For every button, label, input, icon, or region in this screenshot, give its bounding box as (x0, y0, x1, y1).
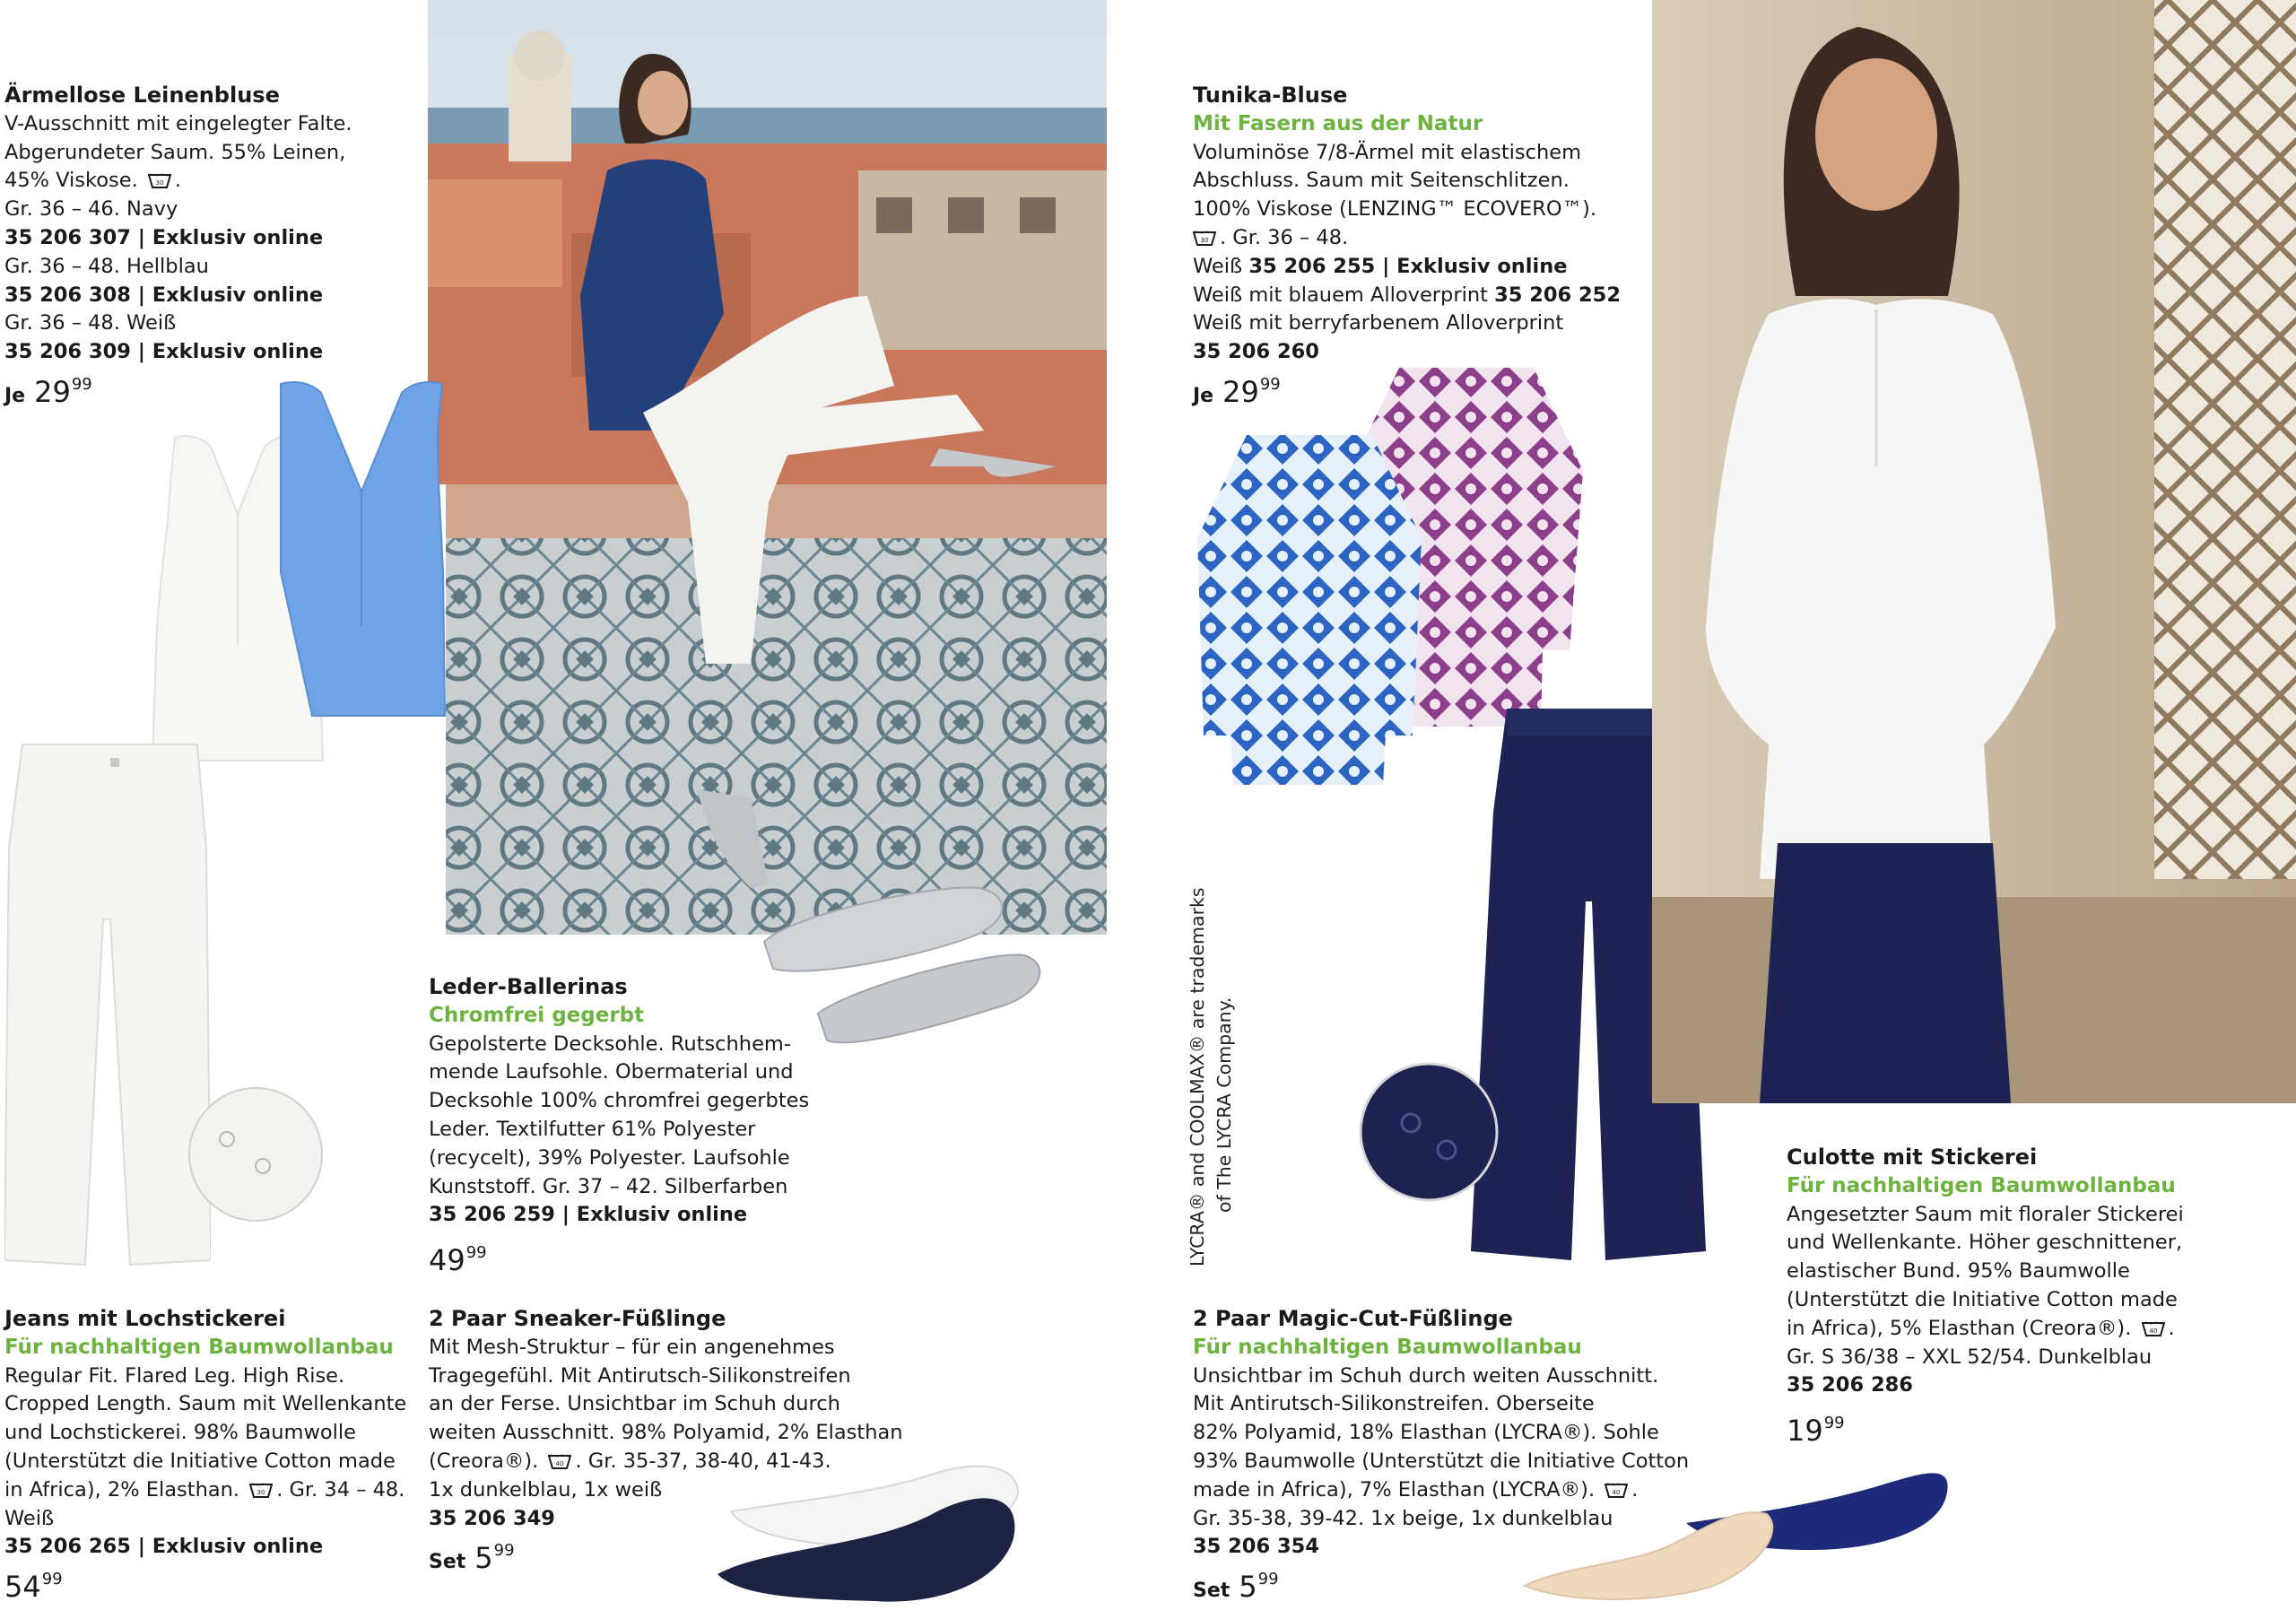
variant-color: Weiß (1193, 254, 1243, 278)
description-line: und Lochstickerei. 98% Baumwolle (4, 1421, 356, 1445)
price (1193, 370, 1621, 411)
variant-size: Gr. 36 – 46. Navy (4, 197, 178, 222)
description-line: Decksohle 100% chromfrei gegerbtes (429, 1089, 810, 1113)
size-text: Gr. 35-37, 38-40, 41-43. (587, 1449, 831, 1473)
material-text: 45% Viskose. (4, 169, 138, 193)
material-line: (Creora®). 40 . Gr. 35-37, 38-40, 41-43. (429, 1449, 831, 1473)
price-prefix: Set (429, 1551, 466, 1574)
color-text: Weiß (4, 1506, 55, 1530)
price-cents: 99 (1259, 374, 1281, 394)
size-text: Gr. 35-38, 39-42. 1x beige, 1x dunkelblau (1193, 1506, 1613, 1530)
price-main: 29 (1222, 374, 1259, 409)
blouse-lightblue-image (276, 375, 447, 720)
lisbon-model-photo (428, 0, 1107, 935)
material-line (1193, 1476, 1689, 1505)
wash-40-icon (548, 1453, 571, 1469)
color-text: 1x dunkelblau, 1x weiß (429, 1477, 663, 1501)
svg-text:40: 40 (556, 1459, 564, 1467)
product-jeans (4, 1305, 406, 1606)
price (1193, 1565, 1689, 1606)
price-cents: 99 (1823, 1414, 1845, 1433)
material-text: (Creora®). (429, 1449, 539, 1473)
variant-sku: 35 206 260 (1193, 340, 1319, 364)
svg-text:30: 30 (257, 1488, 265, 1496)
price (429, 1239, 809, 1279)
product-culotte (1787, 1144, 2184, 1449)
wash-30-icon (148, 172, 171, 188)
svg-text:30: 30 (1200, 236, 1209, 244)
description-line: Kunststoff. Gr. 37 – 42. Silberfarben (429, 1174, 788, 1198)
description-line: (recycelt), 39% Polyester. Laufsohle (429, 1145, 790, 1170)
description-line: an der Ferse. Unsichtbar im Schuh durch (429, 1392, 840, 1416)
material-line: 45% Viskose. 30 . (4, 169, 182, 193)
product-title: Jeans mit Lochstickerei (4, 1306, 286, 1331)
price-main: 5 (1239, 1570, 1257, 1605)
product-title: 2 Paar Sneaker-Füßlinge (429, 1306, 726, 1331)
svg-text:30: 30 (155, 179, 164, 187)
product-sku: 35 206 286 (1787, 1373, 1913, 1397)
description-line: 82% Polyamid, 18% Elasthan (LYCRA®). Sohle (1193, 1421, 1659, 1445)
wash-30-icon (1193, 230, 1216, 246)
product-title: Tunika-Bluse (1193, 83, 1348, 108)
material-line (1787, 1315, 2184, 1344)
product-subtitle: Für nachhaltigen Baumwollanbau (1193, 1335, 1582, 1359)
price-main: 19 (1787, 1414, 1823, 1449)
description-line: 100% Viskose (LENZING™ ECOVERO™). (1193, 197, 1597, 222)
product-sneaker-socks (429, 1305, 903, 1577)
price-main: 5 (474, 1541, 493, 1576)
variant-line (1193, 253, 1621, 282)
variant-sku: 35 206 307 | Exklusiv online (4, 225, 324, 249)
trademark-line: of The LYCRA Company. (1213, 997, 1235, 1213)
product-subtitle: Für nachhaltigen Baumwollanbau (1787, 1173, 2176, 1197)
price-prefix: Je (1193, 384, 1214, 407)
description-line: Tragegefühl. Mit Antirutsch-Silikonstreifen (429, 1363, 851, 1388)
svg-text:40: 40 (2149, 1327, 2157, 1335)
product-leinenbluse (4, 82, 352, 411)
description-line: Mit Mesh-Struktur – für ein angenehmes (429, 1335, 835, 1359)
product-title: Ärmellose Leinenbluse (4, 83, 280, 108)
culotte-detail-circle (1357, 1060, 1500, 1204)
description-line: (Unterstützt die Initiative Cotton made (1787, 1287, 2178, 1311)
product-tunika (1193, 82, 1621, 411)
variant-sku: 35 206 252 (1494, 283, 1621, 307)
material-line: in Africa), 2% Elasthan. 30 . Gr. 34 – 48. (4, 1477, 405, 1501)
material-end: . (2168, 1316, 2175, 1340)
price-cents: 99 (493, 1541, 515, 1561)
description-line: Angesetzter Saum mit floraler Stickerei (1787, 1202, 2184, 1226)
trademark-notice (1184, 881, 1238, 1266)
description-line: und Wellenkante. Höher geschnittener, (1787, 1231, 2183, 1255)
size-text: Gr. S 36/38 – XXL 52/54. Dunkelblau (1787, 1345, 2152, 1369)
price-cents: 99 (465, 1243, 487, 1263)
product-ballerinas (429, 973, 809, 1279)
variant-sku: 35 206 255 | Exklusiv online (1248, 254, 1568, 278)
price-main: 54 (4, 1570, 41, 1605)
variant-sku: 35 206 308 | Exklusiv online (4, 283, 324, 307)
price-cents: 99 (71, 374, 92, 394)
product-sku: 35 206 259 | Exklusiv online (429, 1203, 748, 1227)
product-title: Leder-Ballerinas (429, 974, 628, 999)
price-prefix: Je (4, 384, 26, 407)
material-end: . (1631, 1477, 1639, 1501)
material-text: made in Africa), 7% Elasthan (LYCRA®). (1193, 1477, 1596, 1501)
jeans-white-image (4, 740, 211, 1269)
variant-sku: 35 206 309 | Exklusiv online (4, 340, 324, 364)
jeans-detail-circle (187, 1085, 326, 1224)
material-text: in Africa), 2% Elasthan. (4, 1477, 240, 1501)
description-line: Unsichtbar im Schuh durch weiten Ausschnitt. (1193, 1363, 1659, 1388)
product-title: Culotte mit Stickerei (1787, 1145, 2038, 1170)
wash-30-icon (249, 1482, 273, 1498)
description-line: V-Ausschnitt mit eingelegter Falte. (4, 111, 352, 135)
description-line: Gepolsterte Decksohle. Rutschhem- (429, 1031, 791, 1056)
description-line: Cropped Length. Saum mit Wellenkante (4, 1392, 407, 1416)
product-subtitle: Für nachhaltigen Baumwollanbau (4, 1335, 394, 1359)
description-line: Regular Fit. Flared Leg. High Rise. (4, 1363, 345, 1388)
price-prefix: Set (1193, 1580, 1231, 1603)
svg-text:40: 40 (1612, 1488, 1621, 1496)
product-sku: 35 206 354 (1193, 1535, 1319, 1559)
price-cents: 99 (1257, 1570, 1279, 1589)
description-line: elastischer Bund. 95% Baumwolle (1787, 1259, 2130, 1284)
price (429, 1536, 903, 1577)
variant-size: Gr. 36 – 48. Hellblau (4, 254, 209, 278)
price-main: 49 (429, 1243, 465, 1278)
variant-color: Weiß mit blauem Alloverprint (1193, 283, 1488, 307)
description-line: mende Laufsohle. Obermaterial und (429, 1060, 794, 1084)
variant-line (1193, 282, 1621, 310)
size-text: Gr. 34 – 48. (289, 1477, 405, 1501)
product-magic-socks (1193, 1305, 1689, 1606)
wash-40-icon (2142, 1320, 2165, 1336)
description-line: 93% Baumwolle (Unterstützt die Initiative Cotton (1193, 1449, 1690, 1473)
price (4, 1565, 406, 1606)
description-line: Abschluss. Saum mit Seitenschlitzen. (1193, 169, 1570, 193)
product-subtitle: Mit Fasern aus der Natur (1193, 111, 1483, 135)
description-line: Leder. Textilfutter 61% Polyester (429, 1117, 756, 1141)
description-line: (Unterstützt die Initiative Cotton made (4, 1449, 396, 1473)
size-text: . Gr. 36 – 48. (1220, 225, 1349, 249)
tunika-blue-image (1193, 431, 1426, 789)
culotte-model-photo (1652, 0, 2296, 1103)
price (4, 370, 352, 411)
price-main: 29 (34, 374, 71, 409)
material-text: in Africa), 5% Elasthan (Creora®). (1787, 1316, 2132, 1340)
trademark-line: LYCRA® and COOLMAX® are trademarks (1187, 887, 1208, 1266)
variant-color: Weiß mit berryfarbenem Alloverprint (1193, 311, 1564, 335)
description-line: Abgerundeter Saum. 55% Leinen, (4, 140, 346, 164)
product-subtitle: Chromfrei gegerbt (429, 1003, 645, 1027)
description-line: Voluminöse 7/8-Ärmel mit elastischem (1193, 140, 1582, 164)
price (1787, 1409, 2184, 1449)
wash-40-icon (1605, 1482, 1628, 1498)
product-sku: 35 206 349 (429, 1506, 555, 1530)
description-line: Mit Antirutsch-Silikonstreifen. Oberseite (1193, 1392, 1595, 1416)
size-line (1193, 224, 1621, 253)
product-sku: 35 206 265 | Exklusiv online (4, 1535, 324, 1559)
product-title: 2 Paar Magic-Cut-Füßlinge (1193, 1306, 1513, 1331)
variant-size: Gr. 36 – 48. Weiß (4, 311, 177, 335)
description-line: weiten Ausschnitt. 98% Polyamid, 2% Elasthan (429, 1421, 903, 1445)
price-cents: 99 (41, 1570, 63, 1589)
